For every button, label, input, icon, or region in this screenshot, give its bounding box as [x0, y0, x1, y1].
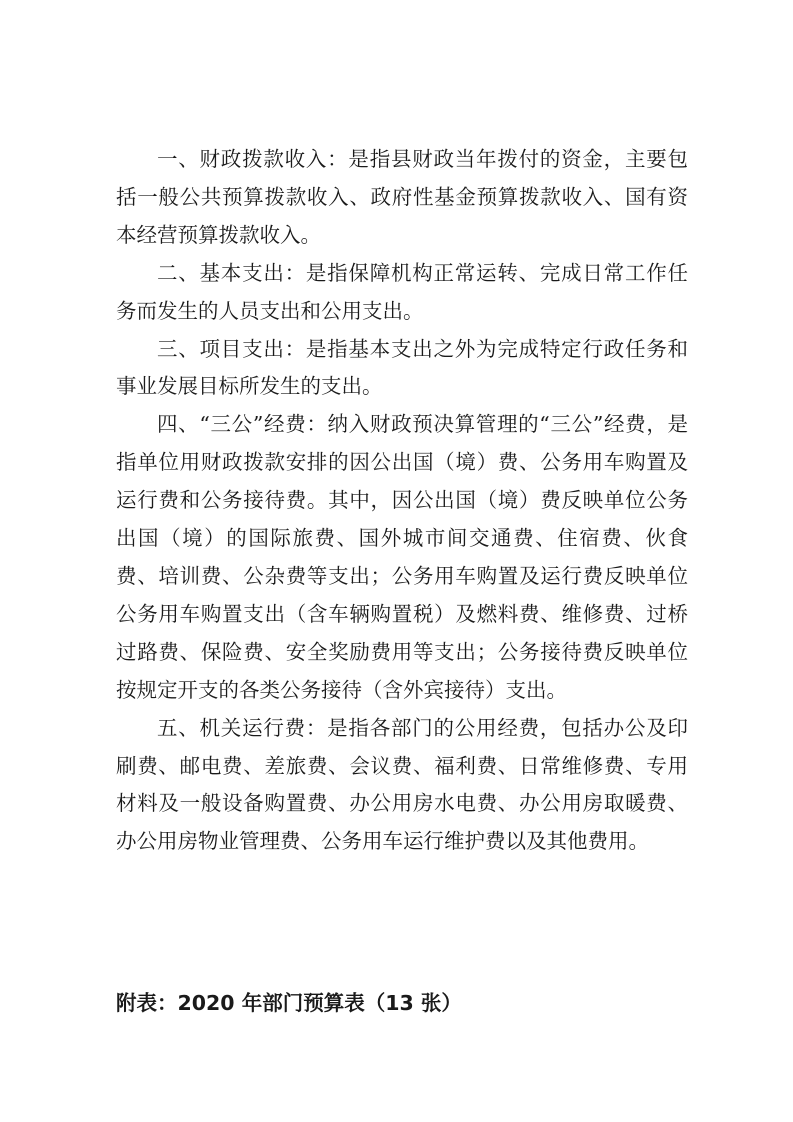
paragraph-three-public-expenses: 四、“三公”经费：纳入财政预决算管理的“三公”经费，是指单位用财政拨款安排的因公出国（境）费、公务用车购置及运行费和公务接待费。其中，因公出国（境）费反映单位公务出国（境）的国际旅费、国外城市间交通费、住宿费、伙食费、培训费、公杂费等支出；公务用车购置及运行费反映单位公务用车购置支出（含车辆购置税）及燃料费、维修费、过桥过路费、保险费、安全奖励费用等支出；公务接待费反映单位按规定开支的各类公务接待（含外宾接待）支出。 — [116, 412, 688, 702]
paragraph-project-expenditure: 三、项目支出：是指基本支出之外为完成特定行政任务和事业发展目标所发生的支出。 — [116, 336, 688, 399]
paragraph-agency-operating-expenses: 五、机关运行费：是指各部门的公用经费，包括办公及印刷费、邮电费、差旅费、会议费、福利费、日常维修费、专用材料及一般设备购置费、办公用房水电费、办公用房取暖费、办公用房物业管理费、公务用车运行维护费以及其他费用。 — [116, 715, 688, 854]
paragraph-basic-expenditure: 二、基本支出：是指保障机构正常运转、完成日常工作任务而发生的人员支出和公用支出。 — [116, 260, 688, 323]
paragraph-fiscal-appropriation-income: 一、财政拨款收入：是指县财政当年拨付的资金，主要包括一般公共预算拨款收入、政府性基金预算拨款收入、国有资本经营预算拨款收入。 — [116, 147, 688, 247]
appendix-heading: 附表：2020 年部门预算表（13 张） — [116, 991, 462, 1015]
definitions-section — [116, 141, 688, 861]
